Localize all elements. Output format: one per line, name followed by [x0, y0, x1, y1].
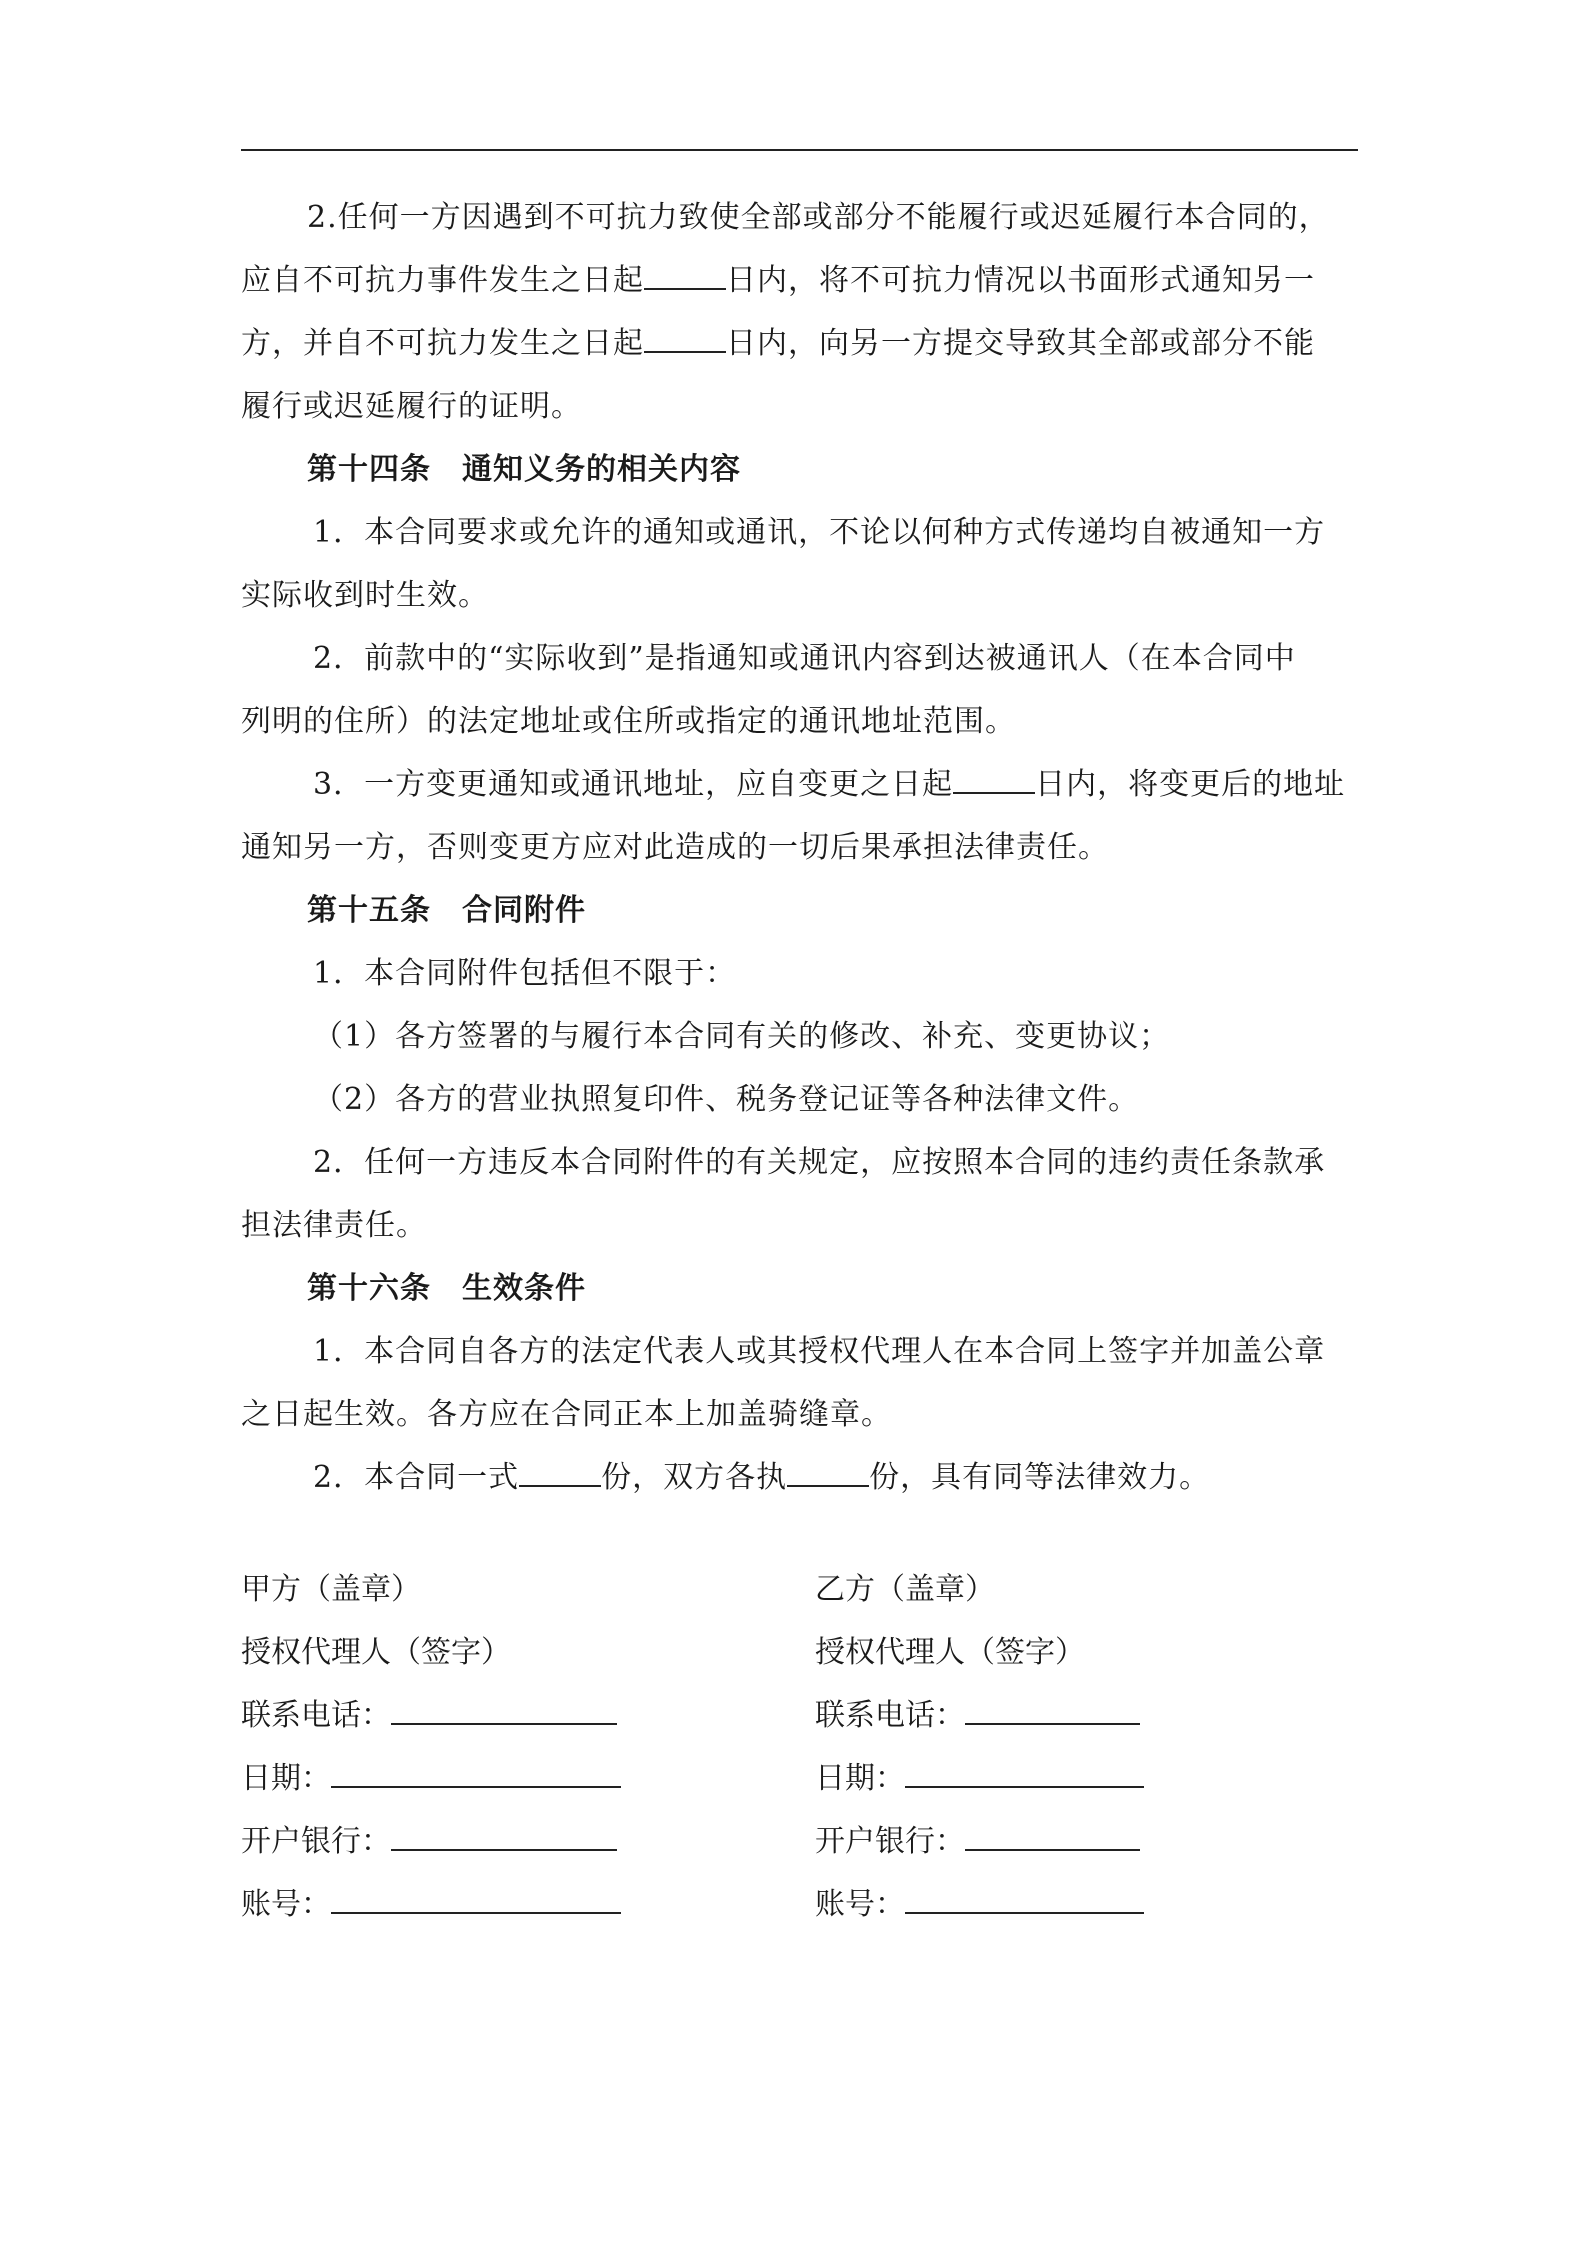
paragraph-line [241, 249, 1358, 312]
signature-row [241, 1684, 1358, 1747]
field-label: 联系电话： [241, 1698, 391, 1733]
text: （1）各方签署的与履行本合同有关的修改、补充、变更协议； [313, 1019, 1171, 1054]
bank-field[interactable] [965, 1827, 1140, 1851]
text: 2．前款中的“实际收到”是指通知或通讯内容到达被通讯人（在本合同中 [313, 641, 1296, 676]
paragraph-line [241, 1320, 1358, 1383]
signature-block [241, 1558, 1358, 1936]
paragraph-line [241, 312, 1358, 375]
field-label: 开户银行： [241, 1824, 391, 1859]
paragraph-line [241, 753, 1358, 816]
text: 实际收到时生效。 [241, 578, 489, 613]
signature-row [241, 1873, 1358, 1936]
field-label: 账号： [241, 1887, 331, 1922]
text: 日内，将不可抗力情况以书面形式通知另一 [726, 263, 1315, 298]
party-a-phone [241, 1684, 617, 1747]
party-b-bank [815, 1810, 1140, 1873]
paragraph-line [241, 1194, 1358, 1257]
party-b-account [815, 1873, 1144, 1936]
list-item [241, 1005, 1358, 1068]
paragraph-line [241, 1131, 1358, 1194]
text: （2）各方的营业执照复印件、税务登记证等各种法律文件。 [313, 1082, 1140, 1117]
list-item [241, 1068, 1358, 1131]
text: 方，并自不可抗力发生之日起 [241, 326, 644, 361]
contract-body [241, 186, 1358, 1509]
paragraph-line [241, 627, 1358, 690]
paragraph-line [241, 375, 1358, 438]
field-label: 开户银行： [815, 1824, 965, 1859]
paragraph-line [241, 690, 1358, 753]
account-field[interactable] [331, 1890, 621, 1914]
text: 应自不可抗力事件发生之日起 [241, 263, 644, 298]
party-b-seal: 乙方（盖章） [815, 1572, 995, 1607]
fill-blank[interactable] [519, 1459, 601, 1487]
party-a-bank [241, 1810, 617, 1873]
date-field[interactable] [905, 1764, 1144, 1788]
text: 之日起生效。各方应在合同正本上加盖骑缝章。 [241, 1397, 892, 1432]
fill-blank[interactable] [787, 1459, 869, 1487]
paragraph-line [241, 1383, 1358, 1446]
text: 1．本合同要求或允许的通知或通讯，不论以何种方式传递均自被通知一方 [313, 515, 1326, 550]
text: 1．本合同附件包括但不限于： [313, 956, 737, 991]
date-field[interactable] [331, 1764, 621, 1788]
paragraph-line [241, 564, 1358, 627]
clause-heading: 第十六条 生效条件 [307, 1271, 586, 1306]
text: 1．本合同自各方的法定代表人或其授权代理人在本合同上签字并加盖公章 [313, 1334, 1326, 1369]
phone-field[interactable] [965, 1701, 1140, 1725]
clause-heading: 第十五条 合同附件 [307, 893, 586, 928]
text: 日内，将变更后的地址 [1035, 767, 1346, 802]
text: 份，具有同等法律效力。 [869, 1460, 1211, 1495]
signature-row [241, 1810, 1358, 1873]
fill-blank[interactable] [644, 262, 726, 290]
field-label: 联系电话： [815, 1698, 965, 1733]
account-field[interactable] [905, 1890, 1144, 1914]
field-label: 日期： [815, 1761, 905, 1796]
text: 日内，向另一方提交导致其全部或部分不能 [726, 326, 1315, 361]
paragraph-line [241, 816, 1358, 879]
paragraph-line [241, 942, 1358, 1005]
paragraph-line [241, 501, 1358, 564]
party-a-account [241, 1873, 621, 1936]
text: 2．任何一方违反本合同附件的有关规定，应按照本合同的违约责任条款承 [313, 1145, 1326, 1180]
paragraph-line [241, 1446, 1358, 1509]
text: 履行或迟延履行的证明。 [241, 389, 582, 424]
party-a-agent: 授权代理人（签字） [241, 1635, 511, 1670]
fill-blank[interactable] [644, 325, 726, 353]
signature-row [241, 1747, 1358, 1810]
text: 3．一方变更通知或通讯地址，应自变更之日起 [313, 767, 954, 802]
party-a-date [241, 1747, 621, 1810]
text: 份，双方各执 [601, 1460, 788, 1495]
fill-blank[interactable] [953, 766, 1035, 794]
signature-row [241, 1558, 1358, 1621]
text: 通知另一方，否则变更方应对此造成的一切后果承担法律责任。 [241, 830, 1109, 865]
text: 2.任何一方因遇到不可抗力致使全部或部分不能履行或迟延履行本合同的， [307, 200, 1330, 235]
phone-field[interactable] [391, 1701, 617, 1725]
field-label: 账号： [815, 1887, 905, 1922]
header-rule [241, 149, 1358, 151]
clause-heading: 第十四条 通知义务的相关内容 [307, 452, 741, 487]
party-b-date [815, 1747, 1144, 1810]
bank-field[interactable] [391, 1827, 617, 1851]
text: 担法律责任。 [241, 1208, 427, 1243]
party-b-phone [815, 1684, 1140, 1747]
paragraph-line [241, 186, 1358, 249]
field-label: 日期： [241, 1761, 331, 1796]
text: 列明的住所）的法定地址或住所或指定的通讯地址范围。 [241, 704, 1016, 739]
party-a-seal: 甲方（盖章） [241, 1572, 421, 1607]
signature-row [241, 1621, 1358, 1684]
party-b-agent: 授权代理人（签字） [815, 1635, 1085, 1670]
text: 2．本合同一式 [313, 1460, 520, 1495]
